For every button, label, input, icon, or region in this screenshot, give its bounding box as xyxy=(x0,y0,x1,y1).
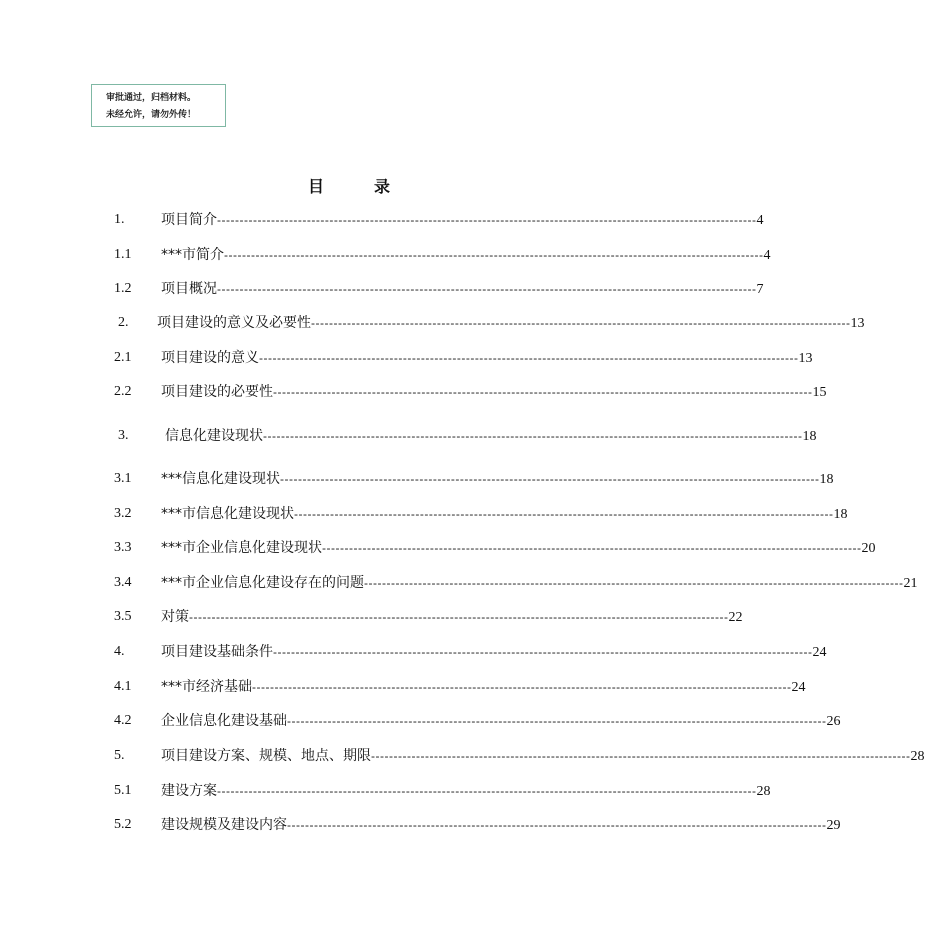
toc-entry-page: 24 xyxy=(812,645,827,660)
toc-title-char-1: 目 xyxy=(308,177,325,196)
toc-leader-dots: ------------------------------------------------------------------------------------------------------------------------ xyxy=(311,316,851,330)
toc-entry-number: 3.5 xyxy=(114,609,132,624)
toc-title xyxy=(0,174,662,196)
toc-entry-number: 3. xyxy=(118,428,129,443)
toc-leader-dots: ------------------------------------------------------------------------------------------------------------------------ xyxy=(364,576,904,590)
toc-entry-number: 4.2 xyxy=(114,713,132,728)
toc-leader-dots: ------------------------------------------------------------------------------------------------------------------------ xyxy=(371,749,911,763)
toc-entry[interactable] xyxy=(118,313,865,333)
toc-entry-number: 2.1 xyxy=(114,350,132,365)
toc-leader-dots: ------------------------------------------------------------------------------------------------------------------------ xyxy=(259,351,799,365)
stamp-line-1: 审批通过，归档材料。 xyxy=(106,93,197,103)
toc-entry-page: 24 xyxy=(791,680,806,695)
toc-entry-page: 18 xyxy=(802,429,817,444)
toc-entry-page: 15 xyxy=(812,385,827,400)
toc-entry-label: 项目建设的意义 xyxy=(161,350,259,366)
toc-entry[interactable] xyxy=(114,279,764,299)
toc-entry-page: 22 xyxy=(728,610,743,625)
toc-entry-page: 18 xyxy=(819,472,834,487)
toc-entry-label: ***市经济基础 xyxy=(161,679,252,695)
toc-entry-page: 13 xyxy=(850,316,865,331)
toc-entry-number: 4.1 xyxy=(114,679,132,694)
toc-entry[interactable] xyxy=(114,781,771,801)
toc-entry-label: ***市信息化建设现状 xyxy=(161,506,294,522)
toc-entry[interactable] xyxy=(114,642,827,662)
toc-entry-page: 28 xyxy=(756,784,771,799)
toc-entry-page: 29 xyxy=(826,818,841,833)
toc-entry[interactable] xyxy=(114,469,834,489)
toc-leader-dots: ------------------------------------------------------------------------------------------------------------------------ xyxy=(263,429,803,443)
toc-entry[interactable] xyxy=(118,426,817,446)
toc-leader-dots: ------------------------------------------------------------------------------------------------------------------------ xyxy=(217,282,757,296)
toc-entry-label: 建设方案 xyxy=(161,783,217,799)
toc-entry-label: ***信息化建设现状 xyxy=(161,471,280,487)
toc-entry-label: 对策 xyxy=(161,609,189,625)
toc-entry-number: 5.1 xyxy=(114,783,132,798)
stamp-line-2: 未经允许，请勿外传！ xyxy=(106,110,197,120)
toc-entry[interactable] xyxy=(114,746,925,766)
toc-entry-label: 项目概况 xyxy=(161,281,217,297)
toc-entry-number: 3.2 xyxy=(114,506,132,521)
toc-entry[interactable] xyxy=(114,677,806,697)
toc-leader-dots: ------------------------------------------------------------------------------------------------------------------------ xyxy=(217,784,757,798)
toc-entry-label: ***市企业信息化建设存在的问题 xyxy=(161,575,364,591)
toc-leader-dots: ------------------------------------------------------------------------------------------------------------------------ xyxy=(252,680,792,694)
toc-entry[interactable] xyxy=(114,711,841,731)
toc-entry-number: 2.2 xyxy=(114,384,132,399)
toc-entry-label: 项目建设基础条件 xyxy=(161,644,273,660)
toc-entry-label: ***市企业信息化建设现状 xyxy=(161,540,322,556)
toc-entry-number: 5. xyxy=(114,748,125,763)
toc-entry-label: 项目建设的意义及必要性 xyxy=(157,315,311,331)
toc-entry-page: 21 xyxy=(903,576,918,591)
toc-leader-dots: ------------------------------------------------------------------------------------------------------------------------ xyxy=(273,645,813,659)
toc-entry[interactable] xyxy=(114,538,876,558)
toc-entry-label: 建设规模及建设内容 xyxy=(161,817,287,833)
toc-entry[interactable] xyxy=(114,348,813,368)
toc-entry[interactable] xyxy=(114,607,743,627)
toc-entry-number: 5.2 xyxy=(114,817,132,832)
toc-entry-number: 2. xyxy=(118,315,129,330)
toc-leader-dots: ------------------------------------------------------------------------------------------------------------------------ xyxy=(273,385,813,399)
toc-entry-page: 7 xyxy=(756,282,764,297)
toc-entry-page: 4 xyxy=(756,213,764,228)
toc-entry-number: 4. xyxy=(114,644,125,659)
toc-entry-label: 项目建设方案、规模、地点、期限 xyxy=(161,748,371,764)
toc-leader-dots: ------------------------------------------------------------------------------------------------------------------------ xyxy=(217,213,757,227)
toc-entry-number: 1.1 xyxy=(114,247,132,262)
toc-entry-label: 企业信息化建设基础 xyxy=(161,713,287,729)
toc-entry-page: 4 xyxy=(763,248,771,263)
toc-leader-dots: ------------------------------------------------------------------------------------------------------------------------ xyxy=(280,472,820,486)
toc-entry-label: 信息化建设现状 xyxy=(165,428,263,444)
toc-leader-dots: ------------------------------------------------------------------------------------------------------------------------ xyxy=(224,248,764,262)
toc-leader-dots: ------------------------------------------------------------------------------------------------------------------------ xyxy=(322,541,862,555)
toc-leader-dots: ------------------------------------------------------------------------------------------------------------------------ xyxy=(287,818,827,832)
toc-leader-dots: ------------------------------------------------------------------------------------------------------------------------ xyxy=(287,714,827,728)
toc-entry-number: 3.3 xyxy=(114,540,132,555)
toc-entry-page: 28 xyxy=(910,749,925,764)
toc-entry-label: 项目建设的必要性 xyxy=(161,384,273,400)
toc-entry[interactable] xyxy=(114,573,918,593)
toc-entry-number: 1. xyxy=(114,212,125,227)
toc-entry-label: ***市简介 xyxy=(161,247,224,263)
toc-entry[interactable] xyxy=(114,382,827,402)
toc-entry[interactable] xyxy=(114,815,841,835)
toc-title-char-2: 录 xyxy=(374,177,391,196)
toc-entry-page: 20 xyxy=(861,541,876,556)
toc-entry-number: 3.1 xyxy=(114,471,132,486)
toc-entry-number: 1.2 xyxy=(114,281,132,296)
approval-stamp xyxy=(91,84,226,127)
toc-entry[interactable] xyxy=(114,245,771,265)
toc-entry[interactable] xyxy=(114,210,764,230)
toc-entry[interactable] xyxy=(114,504,848,524)
toc-entry-number: 3.4 xyxy=(114,575,132,590)
toc-entry-label: 项目简介 xyxy=(161,212,217,228)
toc-leader-dots: ------------------------------------------------------------------------------------------------------------------------ xyxy=(294,507,834,521)
toc-entry-page: 13 xyxy=(798,351,813,366)
toc-entry-page: 26 xyxy=(826,714,841,729)
toc-leader-dots: ------------------------------------------------------------------------------------------------------------------------ xyxy=(189,610,729,624)
toc-entry-page: 18 xyxy=(833,507,848,522)
